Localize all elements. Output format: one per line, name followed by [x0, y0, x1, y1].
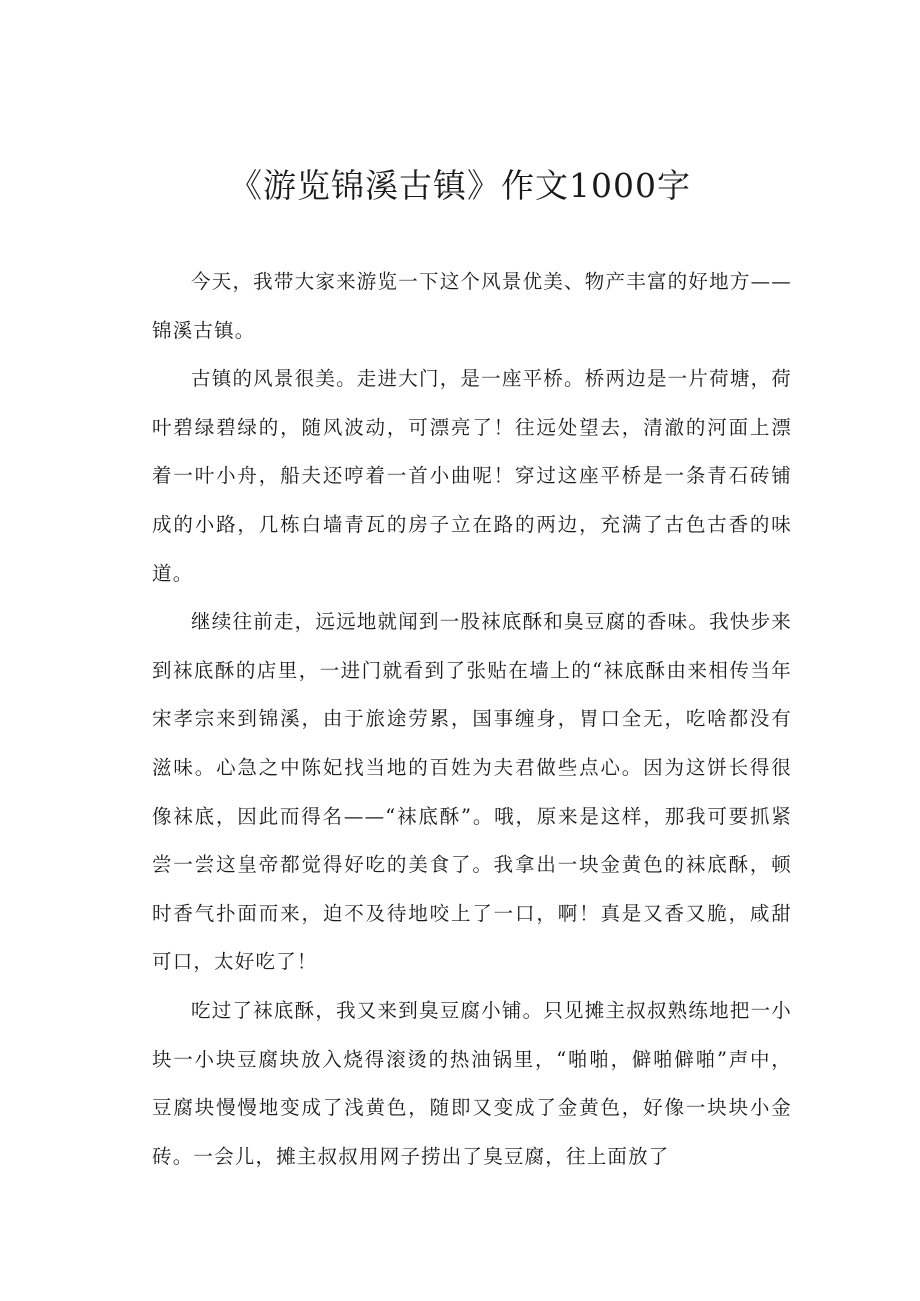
document-body	[152, 258, 792, 1181]
paragraph-stinky-tofu: 吃过了袜底酥，我又来到臭豆腐小铺。只见摊主叔叔熟练地把一小块一小块豆腐块放入烧得滚烫的热油锅里，“啪啪，僻啪僻啪”声中，豆腐块慢慢地变成了浅黄色，随即又变成了金黄色，好像一块块小金砖。一会儿，摊主叔叔用网子捞出了臭豆腐，往上面放了	[152, 998, 792, 1168]
paragraph-wadisu: 继续往前走，远远地就闻到一股袜底酥和臭豆腐的香味。我快步来到袜底酥的店里，一进门就看到了张贴在墙上的“袜底酥由来相传当年宋孝宗来到锦溪，由于旅途劳累，国事缠身，胃口全无，吃啥都没有滋味。心急之中陈妃找当地的百姓为夫君做些点心。因为这饼长得很像袜底，因此而得名——“袜底酥”。哦，原来是这样，那我可要抓紧尝一尝这皇帝都觉得好吃的美食了。我拿出一块金黄色的袜底酥，顿时香气扑面而来，迫不及待地咬上了一口，啊！真是又香又脆，咸甜可口，太好吃了！	[152, 610, 792, 974]
paragraph-intro: 今天，我带大家来游览一下这个风景优美、物产丰富的好地方——锦溪古镇。	[152, 270, 792, 342]
document-title: 《游览锦溪古镇》作文1000字	[229, 166, 691, 205]
paragraph-scenery: 古镇的风景很美。走进大门，是一座平桥。桥两边是一片荷塘，荷叶碧绿碧绿的，随风波动，可漂亮了！往远处望去，清澈的河面上漂着一叶小舟，船夫还哼着一首小曲呢！穿过这座平桥是一条青石砖铺成的小路，几栋白墙青瓦的房子立在路的两边，充满了古色古香的味道。	[152, 367, 792, 585]
